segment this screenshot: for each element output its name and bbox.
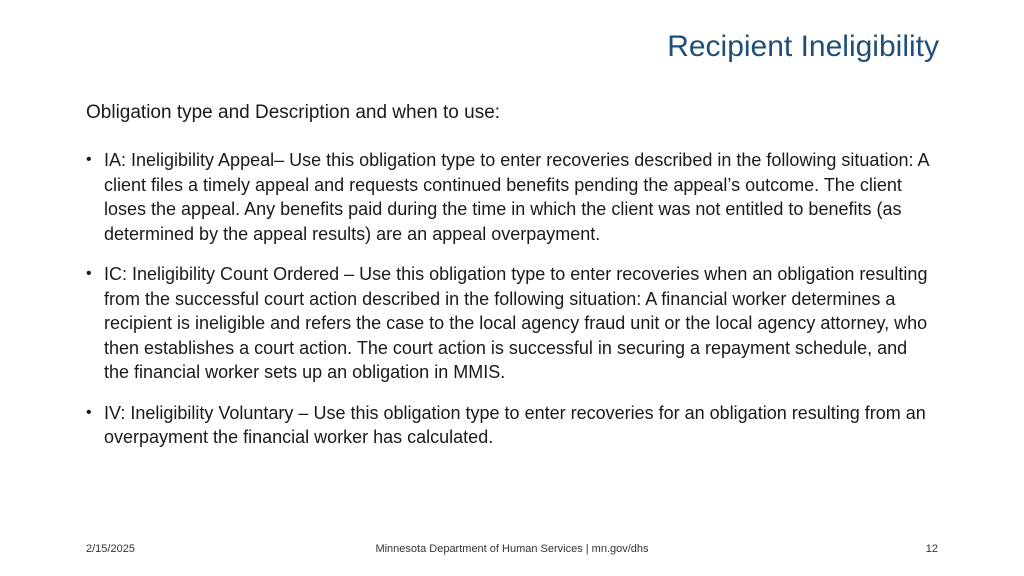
footer-page-number: 12 <box>925 543 938 555</box>
bullet-item-iv <box>86 401 936 450</box>
bullet-icon: • <box>86 403 92 421</box>
bullet-item-ia <box>86 148 936 246</box>
bullet-text-ic: IC: Ineligibility Count Ordered – Use this obligation type to enter recoveries when an obligation resulting from the successful court action described in the following situation: A financial worker determines a recipient is ineligible and refers the case to the local agency fraud unit or the local agency attorney, who then establishes a court action. The court action is successful in securing a repayment schedule, and the financial worker sets up an obligation in MMIS. <box>104 264 928 382</box>
intro-text: Obligation type and Description and when to use: <box>86 102 501 123</box>
slide-title: Recipient Ineligibility <box>667 30 939 63</box>
footer-date: 2/15/2025 <box>86 543 135 555</box>
bullet-item-ic <box>86 262 936 385</box>
bullet-text-ia: IA: Ineligibility Appeal– Use this obligation type to enter recoveries described in the following situation: A client files a timely appeal and requests continued benefits pending the appeal’s outcome. The client loses the appeal. Any benefits paid during the time in which the client was not entitled to benefits (as determined by the appeal results) are an appeal overpayment. <box>104 150 929 244</box>
bullet-text-iv: IV: Ineligibility Voluntary – Use this obligation type to enter recoveries for an obligation resulting from an overpayment the financial worker has calculated. <box>104 402 926 447</box>
bullet-icon: • <box>86 265 92 282</box>
bullet-icon: • <box>86 151 92 168</box>
footer-organization: Minnesota Department of Human Services | mn.gov/dhs <box>375 543 649 555</box>
bullet-list <box>86 148 936 466</box>
